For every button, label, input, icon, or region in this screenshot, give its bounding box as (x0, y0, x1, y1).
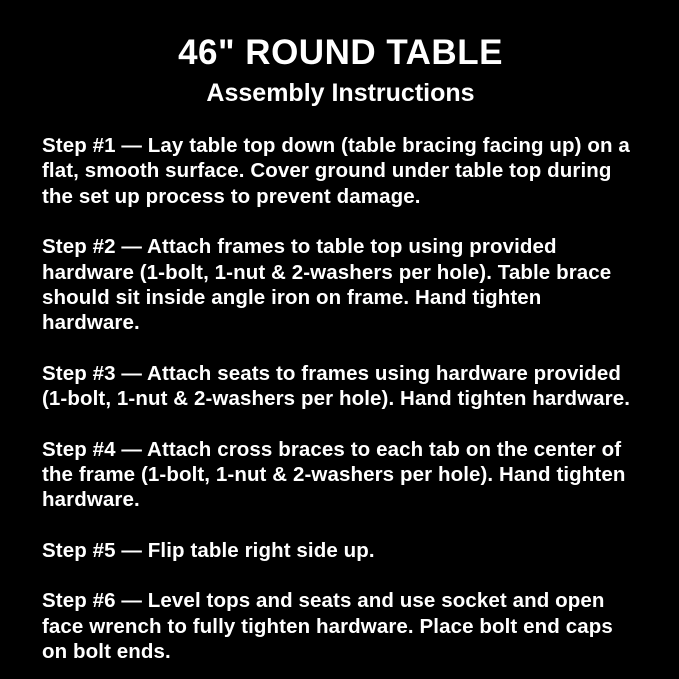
step-1-text: Step #1 — Lay table top down (table bracing facing up) on a flat, smooth surface. Cover ground under table top during the set up process to prevent damage. (42, 134, 630, 208)
steps-list (42, 133, 639, 665)
step-4-text: Step #4 — Attach cross braces to each tab on the center of the frame (1-bolt, 1-nut & 2-washers per hole). Hand tighten hardware. (42, 437, 626, 512)
step-5-text: Step #5 — Flip table right side up. (42, 538, 375, 562)
step-3-text: Step #3 — Attach seats to frames using hardware provided (1-bolt, 1-nut & 2-washers per hole). Hand tighten hardware. (42, 361, 631, 411)
step-6-text: Step #6 — Level tops and seats and use socket and open face wrench to fully tighten hardware. Place bolt end caps on bolt ends. (42, 589, 613, 664)
header (42, 34, 639, 107)
page-title: 46" ROUND TABLE (178, 33, 503, 72)
step-2-text: Step #2 — Attach frames to table top using provided hardware (1-bolt, 1-nut & 2-washers per hole). Table brace should sit inside angle iron on frame. Hand tighten hardware. (42, 235, 612, 335)
page-subtitle: Assembly Instructions (206, 78, 475, 107)
